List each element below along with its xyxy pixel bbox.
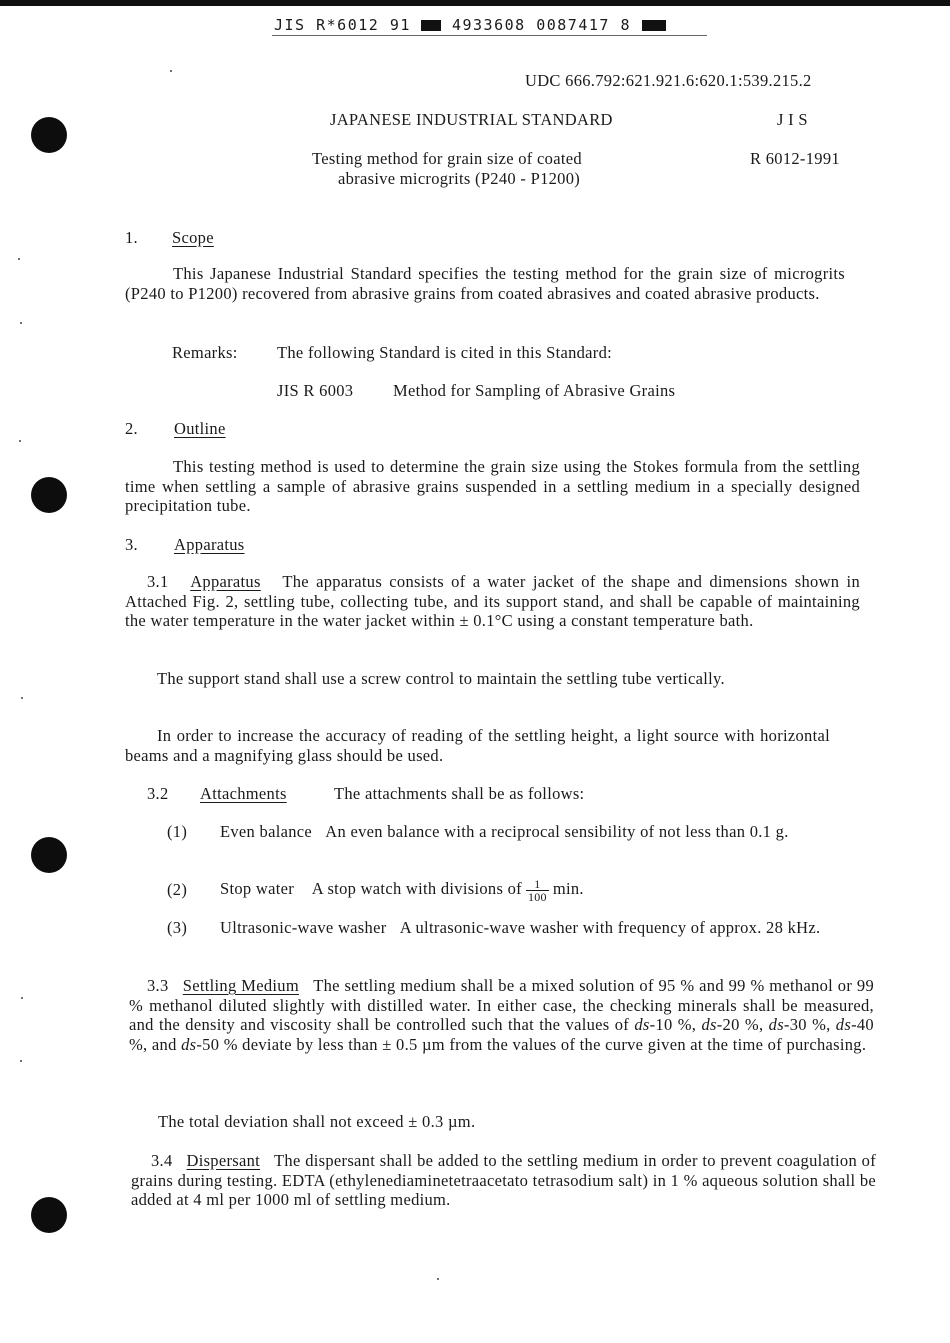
d-value: -30 %, — [783, 1015, 831, 1034]
list-item-number: (2) — [167, 880, 188, 899]
section-heading-scope: Scope — [172, 228, 214, 247]
subsection-body: The apparatus consists of a water jacket of the shape and dimensions shown in Attached Fig. 2, settling tube, collecting tube, and its support stand, and shall be capable of maintaining the water temperature in the water jacket within ± 0.1°C using a constant temperature bath. — [125, 572, 860, 630]
section-heading-apparatus: Apparatus — [174, 535, 245, 554]
standard-title-line2: abrasive microgrits (P240 - P1200) — [338, 169, 581, 188]
subsection-number: 3.3 — [147, 976, 169, 995]
d-value: -10 %, — [649, 1015, 697, 1034]
list-item-number: (3) — [167, 918, 188, 937]
list-item-name: Ultrasonic-wave washer — [220, 918, 387, 937]
section-number: 2. — [125, 419, 138, 438]
punch-hole — [31, 477, 67, 513]
subsection-number: 3.2 — [147, 784, 169, 803]
subsection-heading-attachments: Attachments — [200, 784, 287, 803]
light-source-paragraph: In order to increase the accuracy of reading of the settling height, a light source with horizontal beams and a magnifying glass should be used. — [125, 726, 830, 765]
list-item-text: An even balance with a reciprocal sensibility of not less than 0.1 g. — [325, 822, 789, 841]
outline-paragraph: This testing method is used to determine the grain size using the Stokes formula from the settling time when settling a sample of abrasive grains suspended in a settling medium in a specially designed precipitation tube. — [125, 457, 860, 515]
scan-speck — [20, 1060, 22, 1062]
list-item-text-end: min. — [552, 879, 584, 898]
support-stand-paragraph: The support stand shall use a screw control to maintain the settling tube vertically. — [157, 669, 725, 688]
remarks-label: Remarks: — [172, 343, 238, 362]
d-symbol: ds — [835, 1015, 852, 1034]
d-value: -20 %, — [716, 1015, 764, 1034]
cited-standard-title: Method for Sampling of Abrasive Grains — [393, 381, 676, 400]
list-item-name: Even balance — [220, 822, 313, 841]
d-value: -50 — [196, 1034, 220, 1054]
subsection-number: 3.1 — [147, 572, 169, 591]
list-item-text: A ultrasonic-wave washer with frequency of approx. 28 kHz. — [399, 918, 821, 937]
d-symbol: ds — [181, 1034, 197, 1054]
total-deviation-text: The total deviation shall not exceed ± 0.3 µm. — [158, 1112, 476, 1131]
punch-hole — [31, 837, 67, 873]
scan-speck — [21, 997, 23, 999]
scan-speck — [170, 70, 172, 72]
cited-standard-code: JIS R 6003 — [277, 381, 354, 400]
punch-hole — [31, 1197, 67, 1233]
scope-paragraph: This Japanese Industrial Standard specifies the testing method for the grain size of microgrits (P240 to P1200) recovered from abrasive grains from coated abrasives and coated abrasive products. — [125, 264, 845, 303]
scan-speck — [437, 1278, 439, 1280]
redaction-block — [421, 20, 441, 31]
section-number: 1. — [125, 228, 138, 247]
punch-hole — [31, 117, 67, 153]
dispersant-text: The dispersant shall be added to the settling medium in order to prevent coagulation of grains during testing. EDTA (ethylenediaminetetraacetato tetrasodium salt) in 1 % aqueous solution shall be added at 4 ml per 1000 ml of settling medium. — [131, 1151, 876, 1209]
settling-medium-text: The settling medium shall be a mixed solution of 95 % and 99 % methanol or 99 % methanol diluted slightly with distilled water. In either case, the checking minerals shall be measured, and the density and viscosity shall be controlled such that the values of — [129, 976, 874, 1034]
list-item — [220, 876, 584, 903]
redaction-block — [642, 20, 666, 31]
scan-speck — [18, 258, 20, 260]
subsection-3-1-paragraph — [125, 572, 860, 631]
d-symbol: ds — [701, 1015, 717, 1034]
udc-code: UDC 666.792:621.921.6:620.1:539.215.2 — [525, 71, 812, 90]
remarks-text: The following Standard is cited in this Standard: — [277, 343, 613, 362]
code-underline — [272, 35, 707, 36]
fraction-denominator: 100 — [527, 889, 547, 904]
fraction — [526, 878, 549, 903]
code-right: 4933608 0087417 8 — [451, 16, 631, 34]
d-value: -40 %, and — [129, 1015, 874, 1054]
jis-label: J I S — [777, 110, 808, 129]
organization-title: JAPANESE INDUSTRIAL STANDARD — [330, 110, 613, 129]
subsection-heading-settling-medium: Settling Medium — [182, 976, 299, 995]
scan-speck — [19, 440, 21, 442]
d-symbol: ds — [634, 1015, 650, 1034]
subsection-3-4-paragraph — [131, 1151, 876, 1210]
code-left: JIS R*6012 91 — [274, 16, 411, 34]
settling-medium-text-end: % deviate by less than ± 0.5 µm from the values of the curve given at the time of purchasing. — [223, 1034, 867, 1054]
subsection-3-3-paragraph — [129, 976, 874, 1054]
attachments-intro: The attachments shall be as follows: — [334, 784, 585, 803]
list-item-number: (1) — [167, 822, 188, 841]
scan-speck — [21, 697, 23, 699]
scan-top-edge — [0, 0, 950, 6]
section-number: 3. — [125, 535, 138, 554]
subsection-heading-apparatus: Apparatus — [190, 572, 261, 591]
d-symbol: ds — [768, 1015, 784, 1034]
subsection-number: 3.4 — [151, 1151, 173, 1170]
subsection-heading-dispersant: Dispersant — [186, 1151, 261, 1170]
list-item-name: Stop water — [220, 879, 295, 898]
scan-speck — [20, 322, 22, 324]
fraction-numerator: 1 — [526, 878, 549, 891]
document-code-line — [274, 16, 666, 34]
standard-number: R 6012-1991 — [750, 149, 840, 168]
list-item-text: A stop watch with divisions of — [311, 879, 522, 898]
section-heading-outline: Outline — [174, 419, 226, 438]
standard-title-line1: Testing method for grain size of coated — [312, 149, 582, 168]
list-item — [220, 822, 868, 842]
list-item — [220, 918, 848, 938]
